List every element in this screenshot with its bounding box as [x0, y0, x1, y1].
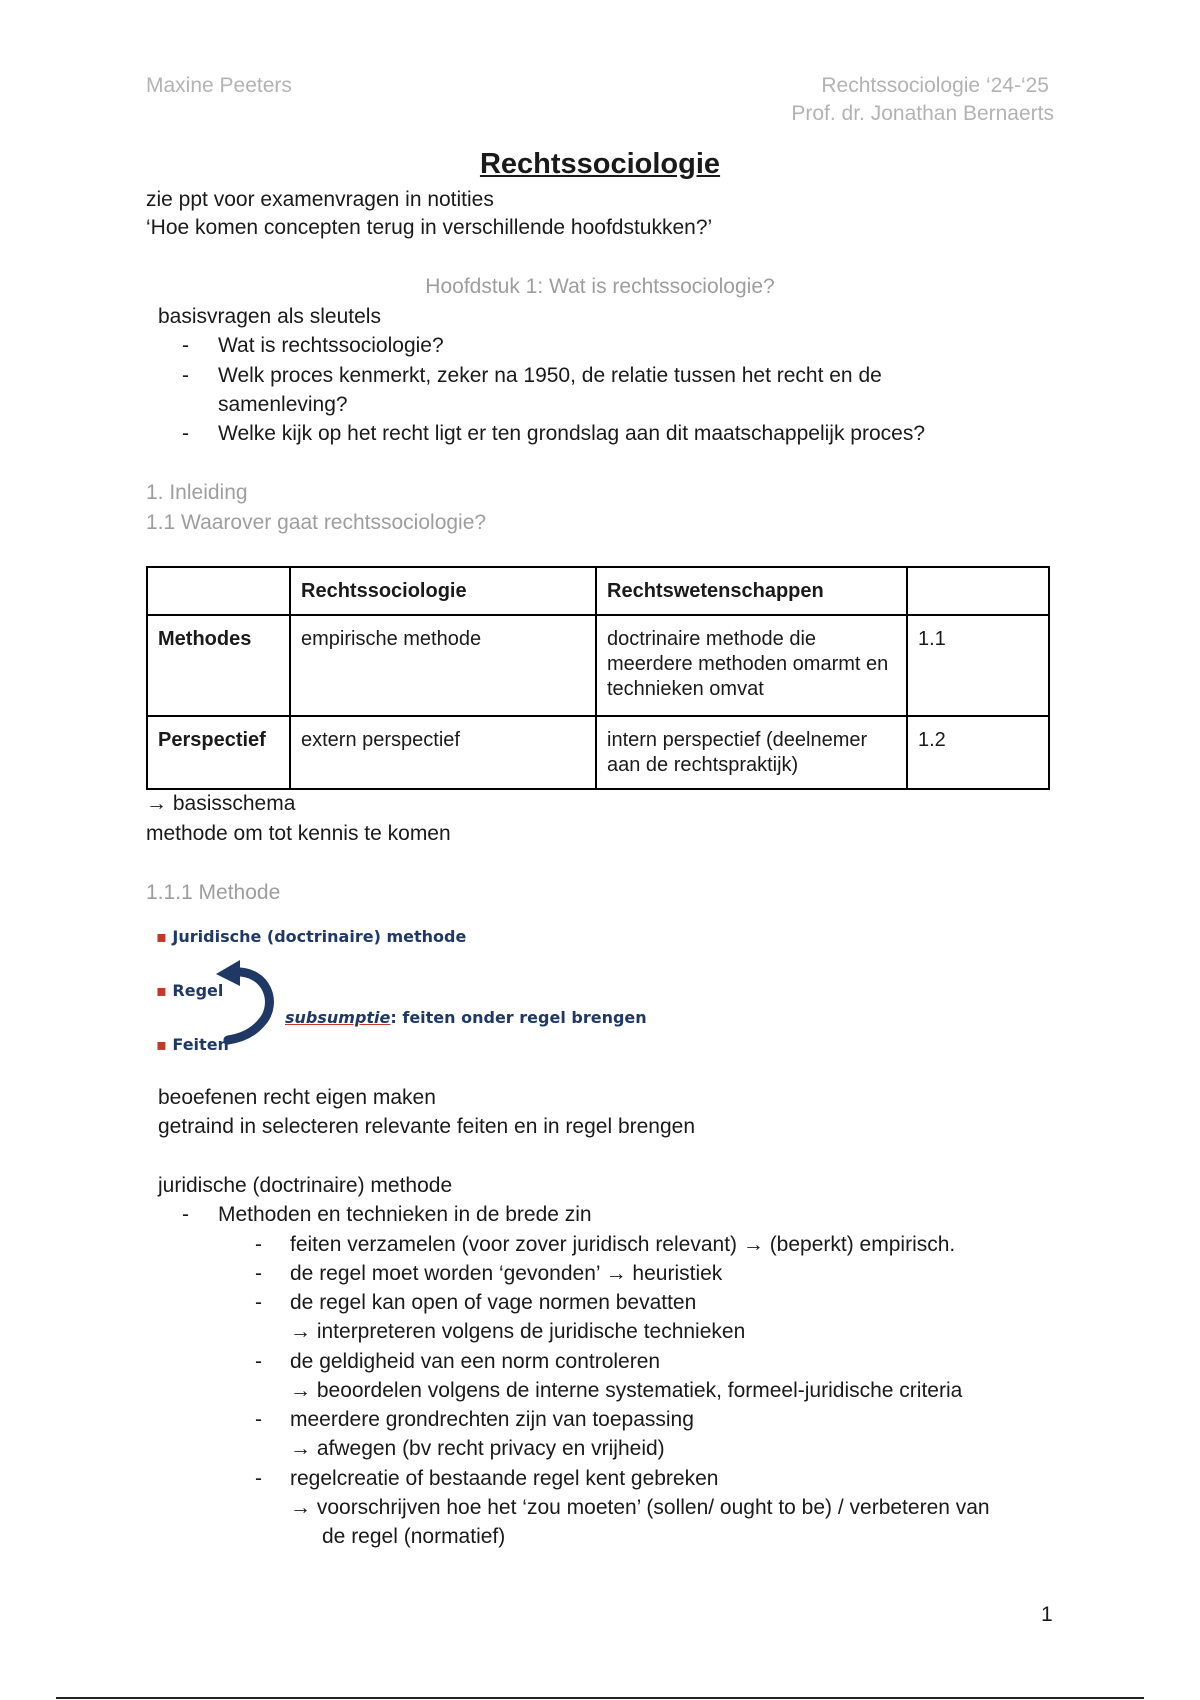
list-item-continuation: samenleving?	[218, 393, 348, 416]
note-line: → basisschema	[146, 792, 296, 815]
section-heading: 1. Inleiding	[146, 481, 248, 504]
method-diagram	[146, 912, 647, 1054]
header-author: Maxine Peeters	[146, 74, 292, 97]
diagram-label-regel	[156, 976, 223, 1005]
sub-list-item: de geldigheid van een norm controleren	[290, 1350, 661, 1373]
table-cell: intern perspectief (deelnemer aan de rechtspraktijk)	[596, 716, 907, 789]
sub-list-item-continuation: → voorschrijven hoe het ‘zou moeten’ (sollen/ ought to be) / verbeteren van	[290, 1496, 990, 1519]
list-item: Welke kijk op het recht ligt er ten grondslag aan dit maatschappelijk proces?	[218, 422, 925, 445]
list-dash: -	[255, 1262, 262, 1285]
section-heading: 1.1 Waarover gaat rechtssociologie?	[146, 511, 487, 534]
list-item: Wat is rechtssociologie?	[218, 334, 444, 357]
table-header-cell	[147, 567, 290, 615]
bullet-icon: ▪	[156, 1035, 167, 1054]
header-course: Rechtssociologie ‘24-‘25	[821, 74, 1049, 97]
list-dash: -	[255, 1408, 262, 1431]
table-row	[147, 716, 1049, 789]
table-cell: Perspectief	[147, 716, 290, 789]
note-line: beoefenen recht eigen maken	[158, 1086, 436, 1109]
diagram-heading	[156, 922, 466, 951]
list-dash: -	[182, 334, 189, 357]
table-header-cell	[907, 567, 1049, 615]
section-heading: 1.1.1 Methode	[146, 881, 281, 904]
bullet-icon: ▪	[156, 927, 167, 946]
header-professor: Prof. dr. Jonathan Bernaerts	[791, 102, 1054, 125]
subsumptie-word: subsumptie	[285, 1008, 391, 1027]
page-title: Rechtssociologie	[479, 148, 721, 180]
intro-line: zie ppt voor examenvragen in notities	[146, 188, 494, 211]
note-line: methode om tot kennis te komen	[146, 822, 451, 845]
table-cell: empirische methode	[290, 615, 596, 716]
table-cell: 1.1	[907, 615, 1049, 716]
sub-list-item-continuation: de regel (normatief)	[322, 1525, 506, 1548]
list-item: Methoden en technieken in de brede zin	[218, 1203, 592, 1226]
subsumptie-rest: : feiten onder regel brengen	[390, 1008, 647, 1027]
sub-list-item: regelcreatie of bestaande regel kent gebreken	[290, 1467, 719, 1490]
sub-list-item: feiten verzamelen (voor zover juridisch relevant) → (beperkt) empirisch.	[290, 1233, 956, 1256]
list-dash: -	[182, 422, 189, 445]
regel-text: Regel	[172, 981, 224, 1000]
intro-line: ‘Hoe komen concepten terug in verschillende hoofdstukken?’	[146, 216, 713, 239]
sub-list-item: de regel moet worden ‘gevonden’ → heuristiek	[290, 1262, 723, 1285]
comparison-table	[146, 566, 1050, 790]
table-header-row	[147, 567, 1049, 615]
table-cell: extern perspectief	[290, 716, 596, 789]
page-number: 1	[1041, 1603, 1053, 1626]
chapter-heading: Hoofdstuk 1: Wat is rechtssociologie?	[425, 275, 775, 298]
table-row	[147, 615, 1049, 716]
sub-list-item: meerdere grondrechten zijn van toepassing	[290, 1408, 694, 1431]
table-header-cell: Rechtswetenschappen	[596, 567, 907, 615]
list-dash: -	[182, 1203, 189, 1226]
sub-list-item-continuation: → afwegen (bv recht privacy en vrijheid)	[290, 1437, 665, 1460]
list-item: Welk proces kenmerkt, zeker na 1950, de relatie tussen het recht en de	[218, 364, 882, 387]
list-dash: -	[255, 1233, 262, 1256]
sub-list-item: de regel kan open of vage normen bevatten	[290, 1291, 697, 1314]
basisvragen-label: basisvragen als sleutels	[158, 305, 381, 328]
table-cell: Methodes	[147, 615, 290, 716]
subsumptie-caption	[285, 1003, 647, 1032]
note-line: getraind in selecteren relevante feiten en in regel brengen	[158, 1115, 696, 1138]
table-cell: doctrinaire methode die meerdere methoden omarmt en technieken omvat	[596, 615, 907, 716]
list-label: juridische (doctrinaire) methode	[158, 1174, 453, 1197]
sub-list-item-continuation: → interpreteren volgens de juridische technieken	[290, 1320, 746, 1343]
list-dash: -	[255, 1467, 262, 1490]
sub-list-item-continuation: → beoordelen volgens de interne systematiek, formeel-juridische criteria	[290, 1379, 963, 1402]
table-cell: 1.2	[907, 716, 1049, 789]
diagram-heading-text: Juridische (doctrinaire) methode	[172, 927, 467, 946]
bullet-icon: ▪	[156, 981, 167, 1000]
curved-arrow-icon	[216, 960, 286, 1050]
list-dash: -	[255, 1350, 262, 1373]
page-divider	[56, 1697, 1144, 1699]
list-dash: -	[182, 364, 189, 387]
feiten-text: Feiten	[172, 1035, 229, 1054]
list-dash: -	[255, 1291, 262, 1314]
table-header-cell: Rechtssociologie	[290, 567, 596, 615]
